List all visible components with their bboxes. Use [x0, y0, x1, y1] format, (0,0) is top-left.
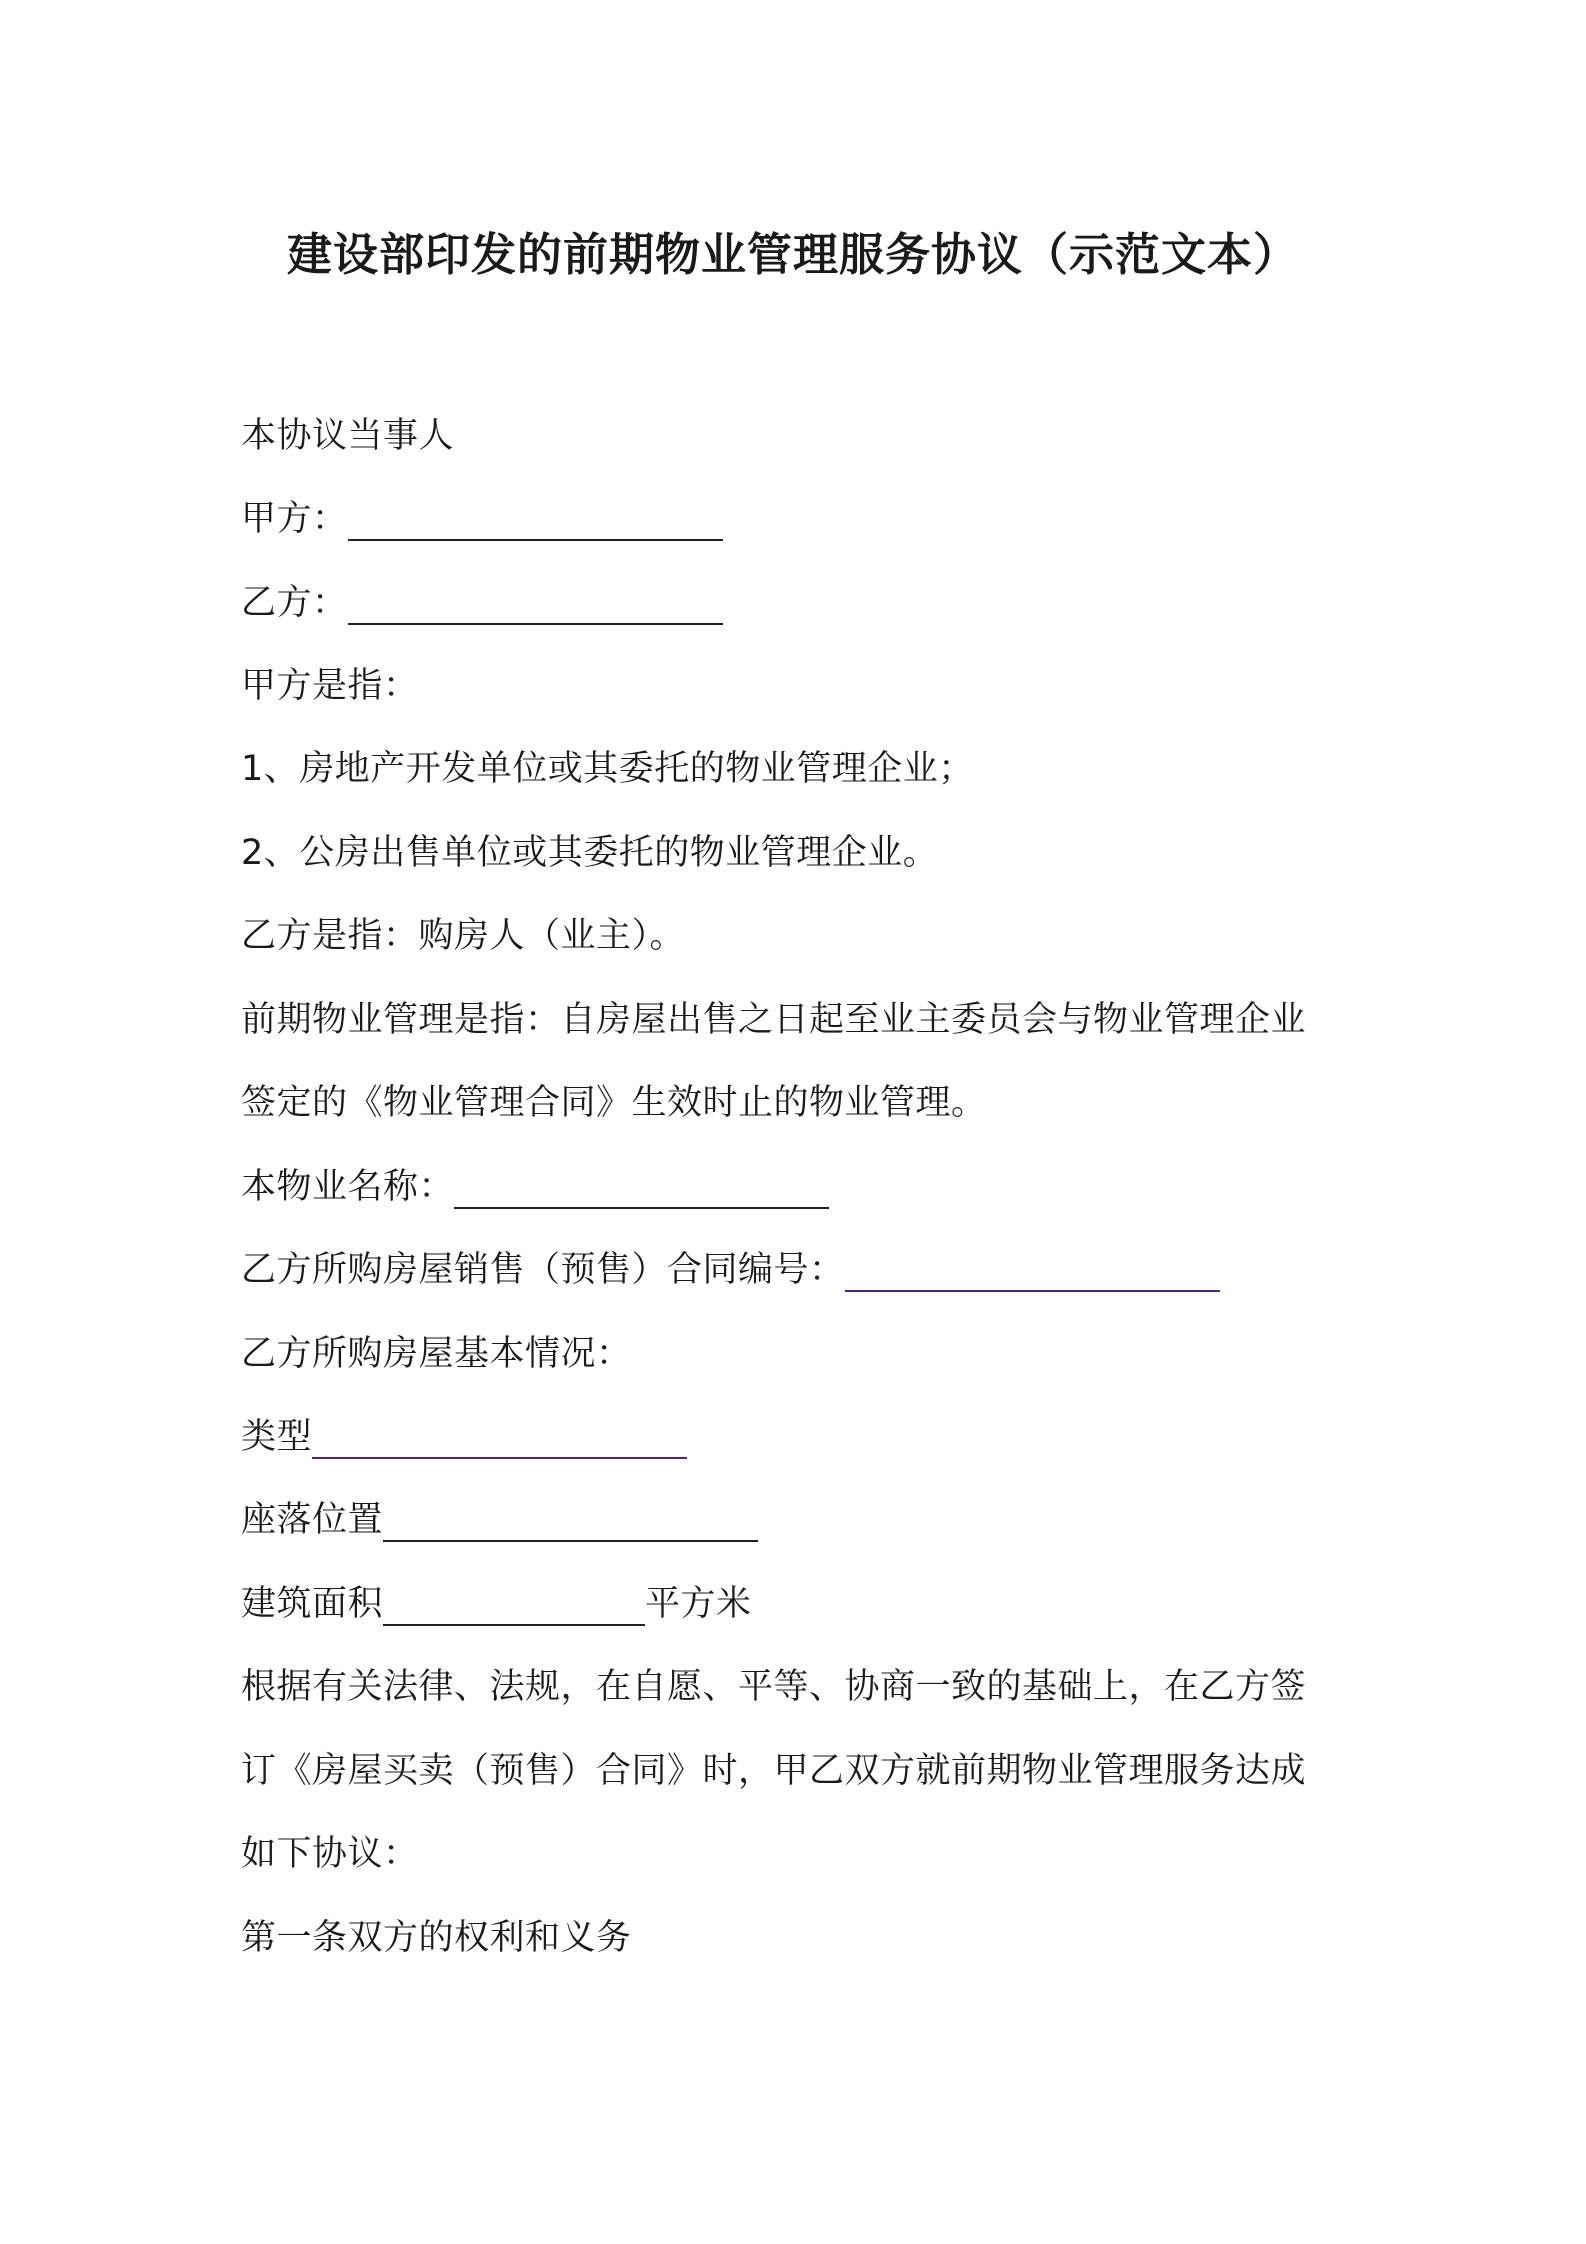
- party-b-row: [241, 578, 723, 628]
- area-unit: 平方米: [645, 1584, 752, 1624]
- agreement-line-3: 如下协议：: [241, 1834, 419, 1874]
- type-row: [241, 1412, 687, 1462]
- property-name-row: [241, 1162, 829, 1212]
- area-blank: [383, 1586, 645, 1626]
- party-a-definition-heading: 甲方是指：: [241, 666, 419, 706]
- type-blank: [312, 1419, 687, 1459]
- parties-heading: 本协议当事人: [241, 416, 455, 456]
- contract-number-label: 乙方所购房屋销售（预售）合同编号：: [241, 1250, 845, 1290]
- definition-line-2: 签定的《物业管理合同》生效时止的物业管理。: [241, 1083, 987, 1123]
- document-title: 建设部印发的前期物业管理服务协议（示范文本）: [286, 228, 1299, 281]
- area-row: [241, 1579, 752, 1629]
- party-b-label: 乙方：: [241, 583, 348, 623]
- property-name-label: 本物业名称：: [241, 1167, 455, 1207]
- party-b-blank: [348, 585, 723, 625]
- party-b-definition: 乙方是指：购房人（业主）。: [241, 916, 686, 956]
- type-label: 类型: [241, 1417, 313, 1457]
- party-a-item-1: 1、房地产开发单位或其委托的物业管理企业；: [241, 749, 974, 789]
- party-a-row: [241, 494, 723, 544]
- house-info-heading: 乙方所购房屋基本情况：: [241, 1334, 632, 1374]
- definition-line-1: 前期物业管理是指：自房屋出售之日起至业主委员会与物业管理企业: [241, 1000, 1307, 1040]
- area-label: 建筑面积: [241, 1584, 384, 1624]
- contract-number-blank: [845, 1252, 1220, 1292]
- agreement-line-2: 订《房屋买卖（预售）合同》时，甲乙双方就前期物业管理服务达成: [241, 1751, 1307, 1791]
- contract-number-row: [241, 1245, 1220, 1295]
- location-label: 座落位置: [241, 1500, 384, 1540]
- location-blank: [383, 1502, 758, 1542]
- location-row: [241, 1495, 758, 1545]
- party-a-blank: [348, 501, 723, 541]
- party-a-item-2: 2、公房出售单位或其委托的物业管理企业。: [241, 833, 939, 873]
- article-1-heading: 第一条双方的权利和义务: [241, 1918, 632, 1958]
- property-name-blank: [454, 1169, 829, 1209]
- agreement-line-1: 根据有关法律、法规，在自愿、平等、协商一致的基础上，在乙方签: [241, 1667, 1307, 1707]
- party-a-label: 甲方：: [241, 499, 348, 539]
